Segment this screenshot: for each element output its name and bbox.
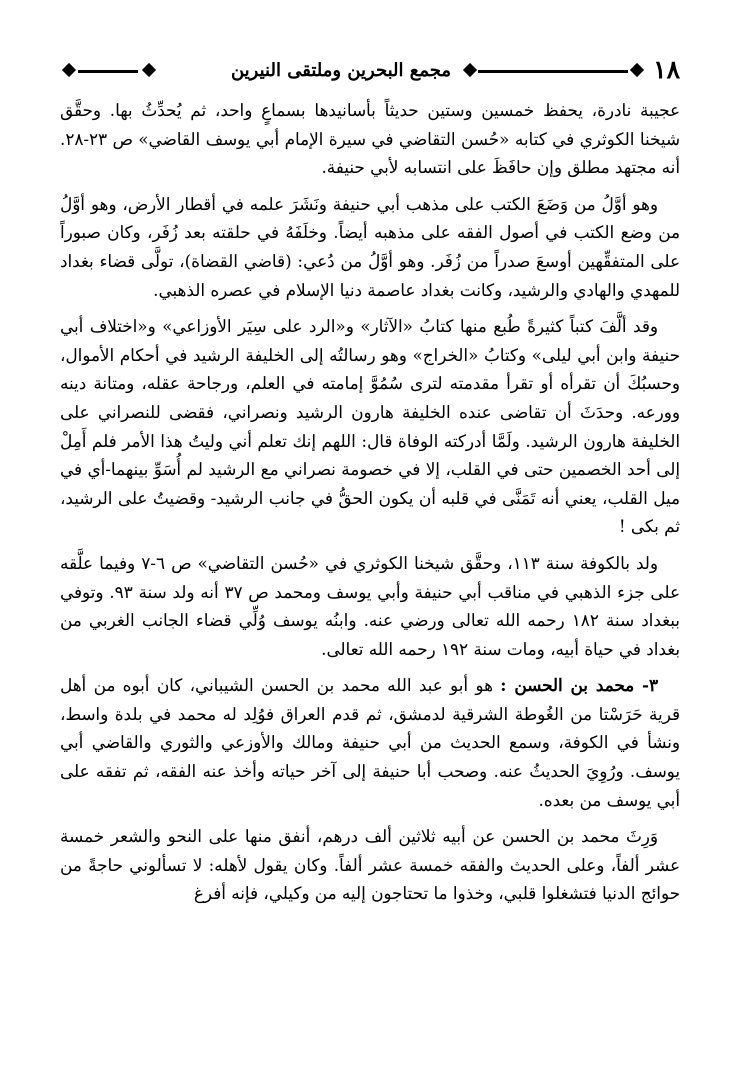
paragraph: وهو أوَّلُ من وَضَعَ الكتب على مذهب أبي حنيفة ونَشَرَ علمه في أقطار الأرض، وهو أوَّلُ من وضع الكتب في أصول الفقه على مذهبه أيضاً. وخلَفَهُ في حلقته بعد زُفَر، وكان صبوراً على المتفقِّهين أوسعَ صدراً من زُفَر. وهو أوَّلُ من دُعي: (قاضي القضاة)، تولَّى قضاء بغداد للمهدي والهادي والرشيد، وكانت بغداد عاصمة دنيا الإسلام في عصره الذهبي. (60, 193, 680, 300)
paragraph: وَرِثَ محمد بن الحسن عن أبيه ثلاثين ألف درهم، أنفق منها على النحو والشعر خمسة عشر ألفاً، وعلى الحديث والفقه خمسة عشر ألفاً. وكان يقول لأهله: لا تسألوني حاجةً من حوائج الدنيا فتشغلوا قلبي، وخذوا ما تحتاجون إليه من وكيلي، فإنه أفرغ (60, 826, 680, 904)
paragraph: وقد ألَّفَ كتباً كثيرةً طُبع منها كتابُ «الآثار» و«الرد على سِيَر الأوزاعي» و«اختلاف أبي حنيفة وابن أبي ليلى» وكتابُ «الخراج» وهو رسالتُه إلى الخليفة الرشيد في أحكام الأموال، وحسبُكَ أن تقرأه أو تقرأ مقدمته لترى سُمُوَّ إمامته في العلم، ورجاحة عقله، ومتانة دينه وورعه. وحدَثَ أن تقاضى عنده الخليفة هارون الرشيد ونصراني، فقضى للنصراني على الخليفة هارون الرشيد. ولَمَّا أدركته الوفاة قال: اللهم إنك تعلم أني وليتُ هذا الأمر فلم أَمِلْ إلى أحد الخصمين حتى في القلب، إلا في خصومة نصراني مع الرشيد لم أُسَوِّ بينهما-أي في ميل القلب، يعني أنه تَمَنَّى في قلبه أن يكون الحقُّ في جانب الرشيد- وقضيتُ على الرشيد، ثم بكى ! (60, 316, 680, 537)
paragraph: عجيبة نادرة، يحفظ خمسين وستين حديثاً بأسانيدها بسماعٍ واحد، ثم يُحدِّثُ بها. وحقَّق شيخنا الكوثري في كتابه «حُسن التقاضي في سيرة الإمام أبي يوسف القاضي» ص ٢٣-٢٨. أنه مجتهد مطلق وإن حافَظَ على انتسابه لأبي حنيفة. (60, 100, 680, 178)
header-rule (78, 70, 138, 73)
paragraph-text: هو أبو عبد الله محمد بن الحسن الشيباني، كان أبوه من أهل قرية حَرَسْتا من الغُوطة الشرقية لدمشق، ثم قدم العراق فوُلِد له محمد في بلدة واسط، ونشأ في الكوفة، وسمع الحديث من أبي حنيفة ومالك والأوزعي والثوري والقاضي أبي يوسف. ورُوِيَ الحديثُ عنه. وصحب أبا حنيفة إلى آخر حياته وأخذ عنه الفقه، ثم تفقه على أبي يوسف من بعده. (60, 675, 680, 810)
body-text (60, 96, 680, 916)
section-heading: ٣- محمد بن الحسن : (500, 675, 658, 696)
diamond-ornament-icon (62, 63, 76, 77)
page-header (60, 55, 680, 89)
page-number: ١٨ (653, 55, 680, 84)
paragraph (60, 671, 680, 814)
diamond-ornament-icon (630, 63, 644, 77)
diamond-ornament-icon (142, 63, 156, 77)
paragraph: ولد بالكوفة سنة ١١٣، وحقَّق شيخنا الكوثري في «حُسن التقاضي» ص ٦-٧ وفيما علَّقه على جزء الذهبي في مناقب أبي حنيفة وأبي يوسف ومحمد ص ٣٧ أنه ولد سنة ٩٣. وتوفي ببغداد سنة ١٨٢ رحمه الله تعالى ورضي عنه. وابنُه يوسف وُلِّي قضاء الجانب الغربي من بغداد في حياة أبيه، ومات سنة ١٩٢ رحمه الله تعالى. (60, 552, 680, 659)
running-title: مجمع البحرين وملتقى النيرين (230, 60, 452, 81)
header-rule (478, 70, 628, 73)
